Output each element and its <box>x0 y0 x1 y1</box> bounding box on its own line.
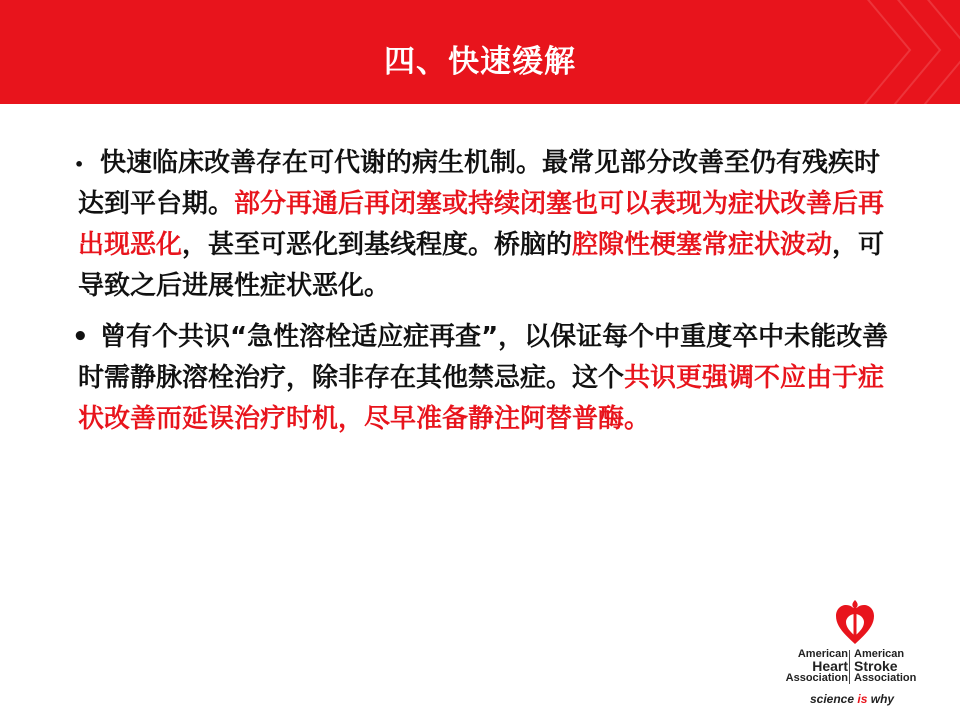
slide-body <box>72 143 898 450</box>
slide-title: 四、快速缓解 <box>384 44 576 80</box>
bullet-text-run: 曾有个共识“急性溶栓适应症再查”，以保证每个中重度卒中未能改善时需静脉溶栓治疗，除非存在其他禁忌症。这个 <box>78 322 889 393</box>
title-banner <box>0 0 960 104</box>
asa-wordmark: American Stroke Association <box>854 648 917 684</box>
bullet-text-run: ，可导致之后进展性症状恶化。 <box>78 230 885 301</box>
bullet-item-2 <box>72 317 898 440</box>
bullet-item-1 <box>74 143 898 307</box>
bullet-text-run: 快速临床改善存在可代谢的病生机制。最常见部分改善至仍有残疾时达到平台期。 <box>78 148 881 219</box>
bullet-highlight-run: 部分再通后再闭塞或持续闭塞也可以表现为症状改善后再出现恶化 <box>78 189 885 260</box>
bullet-highlight-run: 共识更强调不应由于症状改善而延误治疗时机，尽早准备静注阿替普酶。 <box>78 363 885 434</box>
bullet-text-run: ，甚至可恶化到基线程度。桥脑的 <box>182 230 573 260</box>
bullet-dot-icon: • <box>72 322 89 352</box>
aha-wordmark: American Heart Association <box>785 648 848 684</box>
bullet-dot-icon: • <box>74 155 85 174</box>
bullet-highlight-run: 腔隙性梗塞常症状波动 <box>572 230 833 260</box>
heart-torch-icon <box>834 600 876 648</box>
logo-tagline: science is why <box>810 692 895 706</box>
logo-divider <box>849 650 850 684</box>
aha-asa-logo <box>770 596 940 711</box>
